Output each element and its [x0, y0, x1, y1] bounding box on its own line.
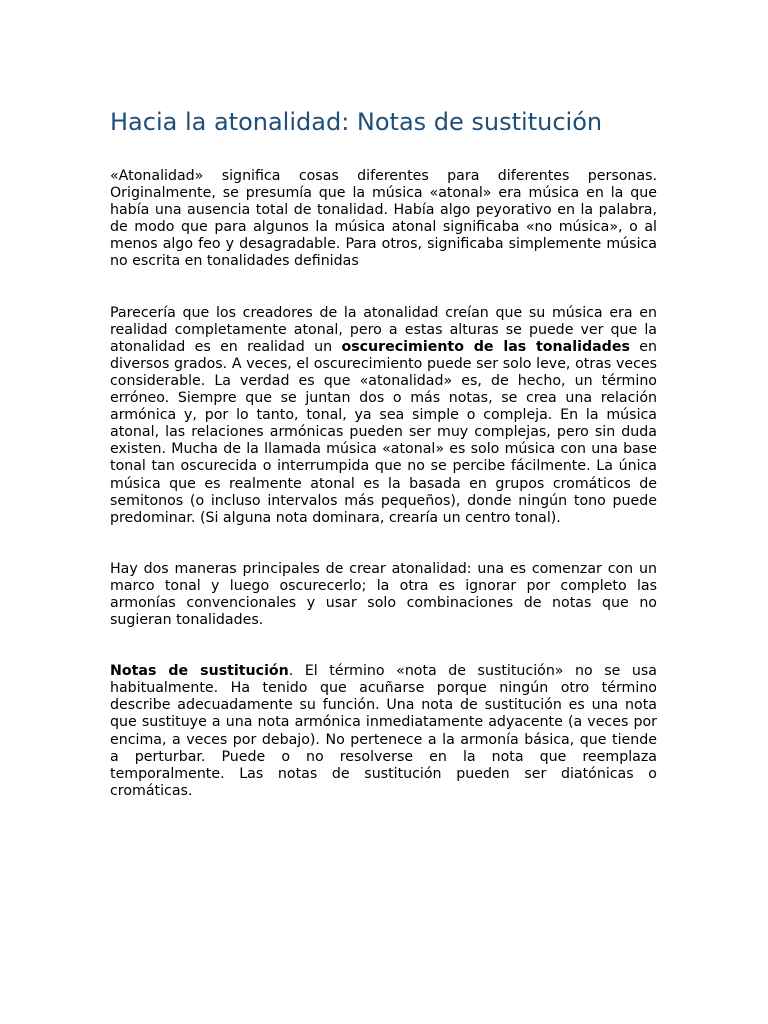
paragraph-notas-sustitucion	[110, 663, 657, 800]
paragraph-spacer	[110, 629, 657, 663]
bold-term-oscurecimiento: oscurecimiento de las tonalidades	[341, 338, 630, 355]
paragraph-spacer	[110, 271, 657, 305]
paragraph-creadores-atonalidad	[110, 305, 657, 527]
paragraph-text: en diversos grados. A veces, el oscurecimiento puede ser solo leve, otras veces considerable. La verdad es que «atonalidad» es, de hecho, un término erróneo. Siempre que se juntan dos o más notas, se crea una relación armónica y, por lo tanto, tonal, ya sea simple o compleja. En la música atonal, las relaciones armónicas pueden ser muy complejas, pero sin duda existen. Mucha de la llamada música «atonal» es solo música con una base tonal tan oscurecida o interrumpida que no se percibe fácilmente. La única música que es realmente atonal es la basada en grupos cromáticos de semitonos (o incluso intervalos más pequeños), donde ningún tono puede predominar. (Si alguna nota dominara, crearía un centro tonal).	[110, 338, 658, 526]
document-page	[110, 106, 657, 800]
paragraph-text: Parecería que los creadores de la atonalidad creían que su música era en realidad completamente atonal, pero a estas alturas se puede ver que la atonalidad es en realidad un	[110, 304, 657, 355]
paragraph-spacer	[110, 527, 657, 561]
page-title: Hacia la atonalidad: Notas de sustitución	[110, 108, 603, 136]
paragraph-maneras-atonalidad: Hay dos maneras principales de crear atonalidad: una es comenzar con un marco tonal y luego oscurecerlo; la otra es ignorar por completo las armonías convencionales y usar solo combinaciones de notas que no sugieran tonalidades.	[110, 560, 657, 629]
bold-term-notas-sustitucion: Notas de sustitución	[110, 663, 289, 680]
paragraph-atonalidad-definicion: «Atonalidad» significa cosas diferentes para diferentes personas. Originalmente, se presumía que la música «atonal» era música en la que había una ausencia total de tonalidad. Había algo peyorativo en la palabra, de modo que para algunos la música atonal significaba «no música», o al menos algo feo y desagradable. Para otros, significaba simplemente música no escrita en tonalidades definidas	[110, 168, 657, 270]
paragraph-text: . El término «nota de sustitución» no se usa habitualmente. Ha tenido que acuñarse porque ningún otro término describe adecuadamente su función. Una nota de sustitución es una nota que sustituye a una nota armónica inmediatamente adyacente (a veces por encima, a veces por debajo). No pertenece a la armonía básica, que tiende a perturbar. Puede o no resolverse en la nota que reemplaza temporalmente. Las notas de sustitución pueden ser diatónicas o cromáticas.	[110, 663, 657, 799]
